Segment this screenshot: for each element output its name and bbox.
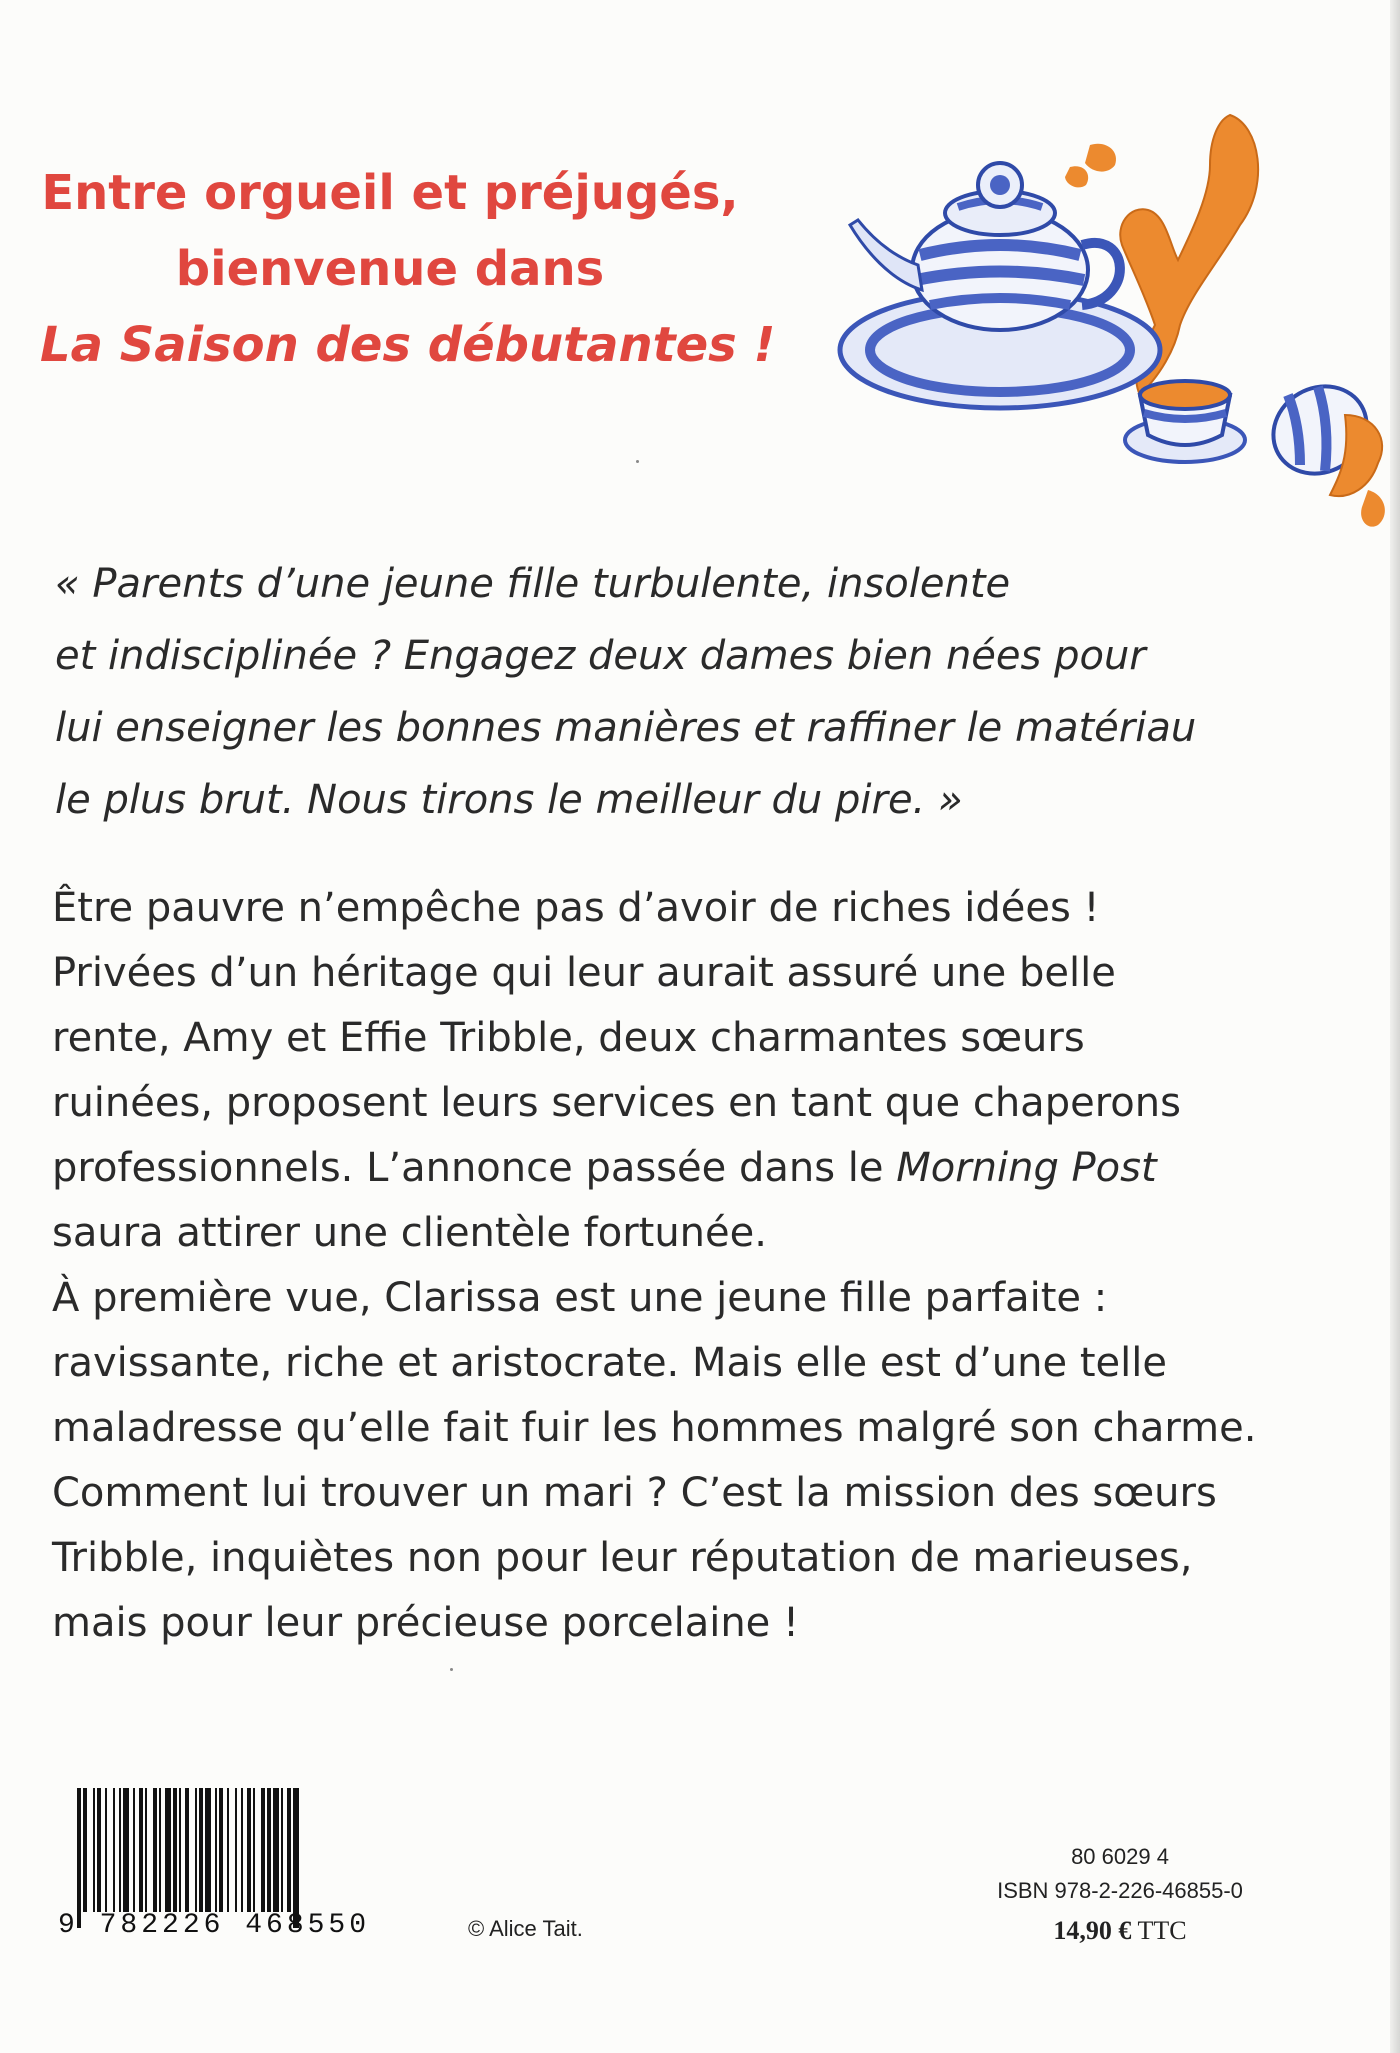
barcode-bar: [273, 1788, 279, 1912]
synopsis-line: ruinées, proposent leurs services en tant que chaperons: [52, 1080, 1181, 1126]
synopsis-line: saura attirer une clientèle fortunée.: [52, 1210, 767, 1256]
synopsis-text: professionnels. L’annonce passée dans le: [52, 1145, 897, 1191]
barcode-bar: [159, 1788, 161, 1912]
barcode-bar: [247, 1788, 251, 1912]
quote-line: et indisciplinée ? Engagez deux dames bien nées pour: [55, 633, 1146, 679]
price: [900, 1914, 1340, 1948]
publication-info: [900, 1840, 1340, 1948]
barcode-bar: [219, 1788, 223, 1912]
synopsis: [52, 876, 1332, 1656]
quote-line: le plus brut. Nous tirons le meilleur du pire. »: [55, 777, 963, 823]
barcode-bar: [267, 1788, 271, 1912]
synopsis-line: Comment lui trouver un mari ? C’est la mission des sœurs: [52, 1470, 1217, 1516]
barcode-bar: [145, 1788, 147, 1912]
barcode-bar: [93, 1788, 95, 1912]
headline-line-2: bienvenue dans: [175, 241, 605, 297]
illustration-credit: © Alice Tait.: [468, 1916, 583, 1941]
newspaper-title: Morning Post: [896, 1145, 1157, 1191]
barcode-bar: [83, 1788, 87, 1912]
barcode-bar: [185, 1788, 189, 1912]
synopsis-line: Être pauvre n’empêche pas d’avoir de riches idées !: [52, 885, 1100, 931]
barcode-bar: [215, 1788, 217, 1912]
price-amount: 14,90 €: [1053, 1916, 1132, 1945]
barcode-bar: [195, 1788, 197, 1912]
barcode-bar: [77, 1788, 81, 1928]
quote-line: « Parents d’une jeune fille turbulente, insolente: [55, 561, 1011, 607]
barcode-bar: [199, 1788, 203, 1912]
synopsis-line: Tribble, inquiètes non pour leur réputation de marieuses,: [52, 1535, 1193, 1581]
barcode-bar: [165, 1788, 171, 1912]
synopsis-line: À première vue, Clarissa est une jeune fille parfaite :: [52, 1275, 1108, 1321]
speck: [636, 460, 639, 463]
barcode-bar: [105, 1788, 107, 1912]
barcode-bar: [153, 1788, 157, 1912]
barcode-bar: [205, 1788, 211, 1912]
barcode-digits: 9 782226 468550: [58, 1910, 371, 1941]
barcode-bar: [133, 1788, 135, 1912]
barcode-bar: [281, 1788, 283, 1912]
barcode-bar: [119, 1788, 121, 1912]
synopsis-line: [52, 1136, 1332, 1201]
teapot-and-teacups-illustration: [830, 95, 1400, 555]
synopsis-line: Privées d’un héritage qui leur aurait assuré une belle: [52, 950, 1116, 996]
barcode-bar: [179, 1788, 181, 1912]
synopsis-line: maladresse qu’elle fait fuir les hommes malgré son charme.: [52, 1405, 1257, 1451]
barcode-bar: [235, 1788, 237, 1912]
price-suffix: TTC: [1137, 1916, 1187, 1945]
synopsis-line: mais pour leur précieuse porcelaine !: [52, 1600, 800, 1646]
synopsis-line: rente, Amy et Effie Tribble, deux charmantes sœurs: [52, 1015, 1085, 1061]
isbn: ISBN 978-2-226-46855-0: [997, 1878, 1243, 1903]
product-code: 80 6029 4: [1071, 1844, 1169, 1869]
barcode-bar: [123, 1788, 129, 1912]
headline: [40, 155, 776, 383]
barcode-bar: [287, 1788, 291, 1912]
barcode-bar: [113, 1788, 115, 1912]
barcode-bar: [173, 1788, 177, 1912]
headline-line-1: Entre orgueil et préjugés,: [41, 165, 739, 221]
synopsis-line: ravissante, riche et aristocrate. Mais elle est d’une telle: [52, 1340, 1167, 1386]
barcode-bar: [97, 1788, 101, 1912]
barcode-bar: [139, 1788, 143, 1912]
barcode-bar: [241, 1788, 243, 1912]
barcode-bar: [253, 1788, 255, 1912]
quote-line: lui enseigner les bonnes manières et raffiner le matériau: [55, 705, 1197, 751]
barcode-bar: [293, 1788, 299, 1928]
barcode-bar: [227, 1788, 229, 1912]
barcode-bar: [261, 1788, 265, 1912]
quote-block: [55, 548, 1295, 836]
barcode: [75, 1788, 420, 1928]
speck: [450, 1668, 453, 1671]
headline-line-3: La Saison des débutantes !: [40, 317, 776, 373]
